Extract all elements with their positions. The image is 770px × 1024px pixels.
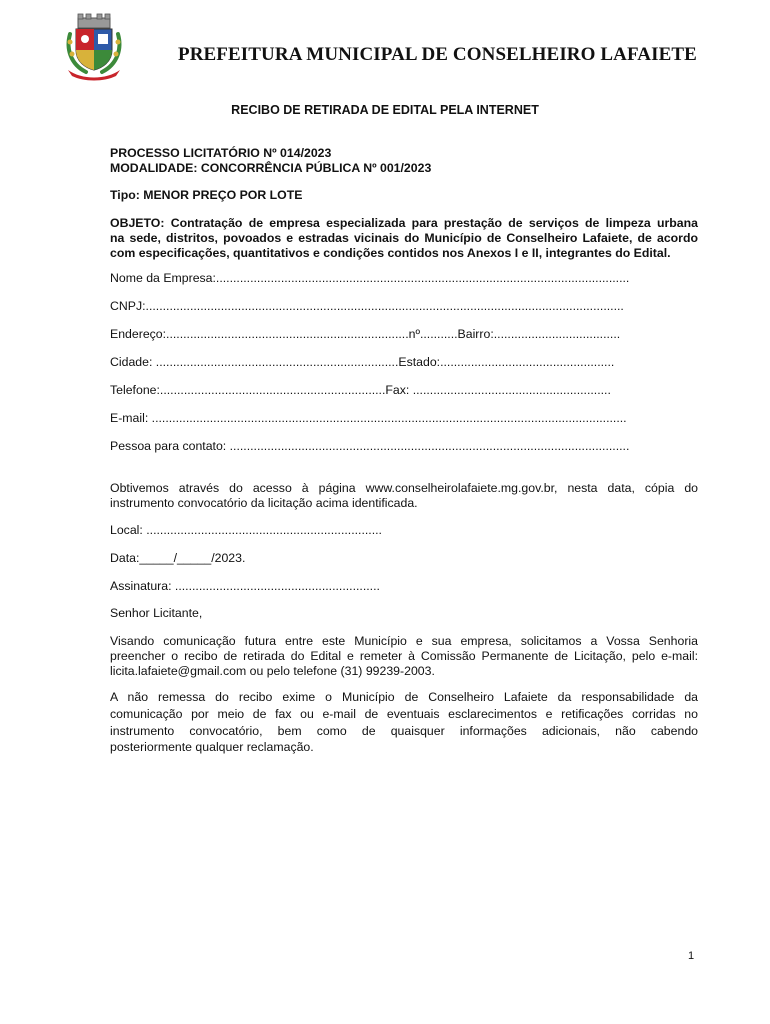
city-state-field: Cidade: .......................................................................Estado:................................................... (110, 355, 615, 369)
cnpj-field: CNPJ:............................................................................................................................................ (110, 299, 624, 313)
page-number: 1 (688, 950, 695, 962)
document-title: RECIBO DE RETIRADA DE EDITAL PELA INTERNET (231, 103, 539, 117)
disclaimer-line: A não remessa do recibo exime o Município de Conselheiro Lafaiete da responsabilidade da (110, 690, 698, 704)
statement-line: instrumento convocatório da licitação acima identificada. (110, 496, 418, 510)
object-line: com especificações, quantitativos e condições contidos nos Anexos I e II, integrantes do Edital. (110, 246, 671, 260)
contact-person-field: Pessoa para contato: ..................................................................................................................... (110, 439, 630, 453)
disclaimer-line: comunicação por meio de fax ou e-mail de eventuais esclarecimentos e retificações corridas no (110, 707, 698, 721)
phone-fax-field: Telefone:..................................................................Fax: .......................................................... (110, 383, 611, 397)
disclaimer-line: instrumento convocatório, bem como de quaisquer informações adicionais, não cabendo (110, 724, 698, 738)
notice-line: Visando comunicação futura entre este Município e sua empresa, solicitamos a Vossa Senhoria (110, 634, 698, 648)
greeting: Senhor Licitante, (110, 606, 203, 620)
company-name-field: Nome da Empresa:......................................................................................................................... (110, 271, 630, 285)
object-line: na sede, distritos, povoados e estradas vicinais do Município de Conselheiro Lafaiete, de acordo (110, 231, 698, 245)
modality: MODALIDADE: CONCORRÊNCIA PÚBLICA Nº 001/2023 (110, 161, 432, 175)
notice-line: preencher o recibo de retirada do Edital e remeter à Comissão Permanente de Licitação, pelo e-mail: (110, 649, 698, 663)
signature-field: Assinatura: ............................................................ (110, 579, 380, 593)
municipal-coat-of-arms-icon (64, 12, 124, 82)
statement-line: Obtivemos através do acesso à página www.conselheirolafaiete.mg.gov.br, nesta data, cópia do (110, 481, 698, 495)
address-field: Endereço:.......................................................................nº...........Bairro:..................................... (110, 327, 621, 341)
notice-line: licita.lafaiete@gmail.com ou pelo telefone (31) 99239-2003. (110, 664, 435, 678)
email-field: E-mail: ........................................................................................................................................... (110, 411, 627, 425)
disclaimer-line: posteriormente qualquer reclamação. (110, 740, 314, 754)
date-field: Data:_____/_____/2023. (110, 551, 246, 565)
local-field: Local: ..................................................................... (110, 523, 382, 537)
municipality-header: PREFEITURA MUNICIPAL DE CONSELHEIRO LAFAIETE (178, 44, 697, 65)
process-number: PROCESSO LICITATÓRIO Nº 014/2023 (110, 146, 332, 160)
object-line: OBJETO: Contratação de empresa especializada para prestação de serviços de limpeza urbana (110, 216, 698, 230)
bid-type: Tipo: MENOR PREÇO POR LOTE (110, 188, 303, 202)
